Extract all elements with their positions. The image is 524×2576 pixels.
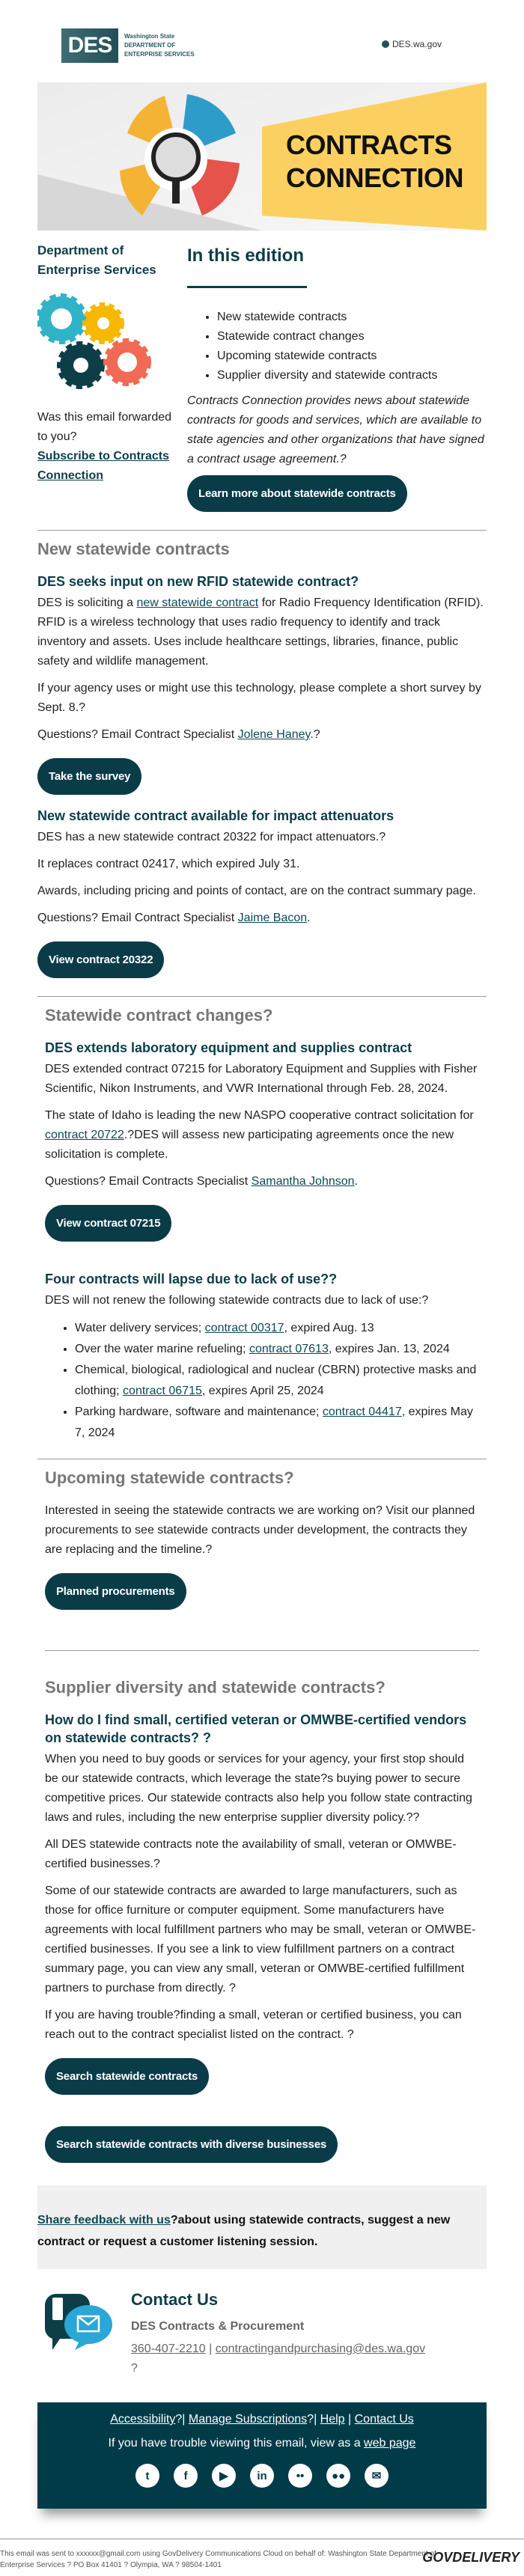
bottom-bar [0, 2539, 524, 2576]
article-title: Four contracts will lapse due to lack of use?? [45, 1272, 338, 1287]
paragraph [45, 1172, 479, 1191]
divider [37, 530, 487, 531]
globe-icon [382, 40, 389, 48]
list-item [75, 1402, 479, 1444]
text: Chemical, biological, radiological and nuclear (CBRN) protective masks and clothing; [75, 1364, 477, 1397]
specialist-link[interactable]: Jaime Bacon [237, 912, 308, 924]
banner-title [286, 129, 463, 195]
list-item: • Supplier diversity and statewide contracts [217, 366, 487, 385]
new-contract-link[interactable]: new statewide contract [136, 596, 259, 609]
logo-mark: DES [61, 28, 118, 63]
contract-link[interactable]: contract 06715 [123, 1385, 202, 1397]
take-survey-button[interactable]: Take the survey [37, 758, 141, 795]
text: The state of Idaho is leading the new NASPO cooperative contract solicitation for [45, 1109, 474, 1122]
trailing-text: ? [131, 2362, 138, 2375]
list-item [75, 1318, 479, 1339]
separator: | [205, 2342, 216, 2355]
list-item [75, 1339, 479, 1360]
contract-link[interactable]: contract 00317 [204, 1322, 284, 1334]
text: Questions? Email Contracts Specialist [45, 1175, 252, 1188]
text: . [354, 1175, 358, 1188]
paragraph: DES has a new statewide contract 20322 for impact attenuators.? [37, 831, 386, 843]
divider [37, 996, 487, 997]
article-title: DES extends laboratory equipment and supplies contract [45, 1040, 412, 1055]
text: , expires May 7, 2024 [75, 1405, 473, 1439]
learn-more-button[interactable]: Learn more about statewide contracts [187, 475, 407, 512]
text: DES is soliciting a [37, 596, 137, 609]
banner [37, 82, 487, 231]
list-item [75, 1360, 479, 1402]
text: .? [310, 728, 320, 741]
paragraph: It replaces contract 02417, which expired July 31. [37, 858, 300, 870]
paragraph [37, 725, 487, 745]
contact-line [131, 2340, 425, 2359]
article-title: New statewide contract available for impact attenuators [37, 808, 394, 823]
list-item: • New statewide contracts [217, 308, 487, 327]
linkedin-icon[interactable]: in [250, 2464, 274, 2488]
paragraph: Some of our statewide contracts are awarded to large manufacturers, such as those for office furniture or computer equipment. Some manufacturers have agreements with local fulfillment partners who may be small, veteran or OMWBE-certified businesses. If you see a link to view fulfillment partners on a contract summary page, you can view any small, veteran or OMWBE-certified fulfillment partners to purchase from directly. ? [45, 1884, 476, 1994]
site-link-label: DES.wa.gov [392, 39, 442, 49]
text: .?DES will assess new participating agreements once the new solicitation is complete. [45, 1129, 454, 1161]
text: Over the water marine refueling; [75, 1343, 249, 1355]
forward-text: Was this email forwarded to you? [37, 411, 172, 443]
social-links [37, 2464, 487, 2488]
section-upcoming [37, 1468, 487, 2166]
paragraph: Awards, including pricing and points of contact, are on the contract summary page. [37, 885, 476, 897]
divider [45, 1650, 479, 1651]
gears-icon [37, 290, 157, 395]
banner-title-line: CONNECTION [286, 162, 463, 193]
divider [187, 286, 307, 288]
footer [37, 2402, 487, 2509]
paragraph [45, 1106, 479, 1165]
contact-heading: Contact Us [131, 2290, 219, 2309]
help-link[interactable]: Help [320, 2413, 345, 2426]
contact-us-link[interactable]: Contact Us [354, 2413, 414, 2426]
text: , expires April 25, 2024 [201, 1385, 324, 1397]
logo-line: ENTERPRISE SERVICES [124, 51, 195, 58]
separator: | [344, 2413, 355, 2426]
text: Questions? Email Contract Specialist [37, 728, 238, 741]
paragraph: DES extended contract 07215 for Laboratory Equipment and Supplies with Fisher Scientific, Nikon Instruments, and VWR International through Feb. 28, 2024. [45, 1063, 478, 1095]
specialist-link[interactable]: Samantha Johnson [251, 1175, 355, 1188]
medium-icon[interactable]: ●● [326, 2464, 350, 2488]
article-title: DES seeks input on new RFID statewide contract? [37, 574, 359, 589]
flickr-icon[interactable]: •• [288, 2464, 312, 2488]
section-new-contracts [37, 540, 487, 981]
section-heading: Supplier diversity and statewide contracts? [45, 1678, 386, 1697]
contact-icon [37, 2290, 131, 2402]
section-heading: Statewide contract changes? [45, 1006, 273, 1025]
banner-title-line: CONTRACTS [286, 129, 452, 160]
view-contract-20322-button[interactable]: View contract 20322 [37, 941, 164, 978]
govdelivery-icon[interactable]: ✉ [365, 2464, 389, 2488]
paragraph: When you need to buy goods or services for your agency, your first stop should be our statewide contracts, which leverage the state?s buying power to secure competitive prices. Our statewide contracts also help you follow state contracting laws and rules, including the new enterprise supplier diversity policy.?? [45, 1753, 472, 1824]
trouble-text: If you have trouble viewing this email, view as a [108, 2437, 365, 2450]
list-item: • Upcoming statewide contracts [217, 347, 487, 366]
text: . [307, 912, 311, 924]
text: Parking hardware, software and maintenance; [75, 1405, 323, 1418]
edition-intro: Contracts Connection provides news about statewide contracts for goods and services, which are available to state agencies and other organizations that have signed a contract usage agreement.? [187, 394, 484, 466]
feedback-box [37, 2185, 487, 2269]
separator: ?| [307, 2413, 320, 2426]
contact-org: DES Contracts & Procurement [131, 2320, 305, 2333]
text: , expired Aug. 13 [284, 1322, 374, 1334]
search-contracts-button[interactable]: Search statewide contracts [45, 2058, 209, 2095]
phone-link[interactable]: 360-407-2210 [131, 2342, 206, 2355]
logo-line: Washington State [124, 33, 175, 40]
logo-line: DEPARTMENT OF [124, 42, 176, 49]
paragraph: DES will not renew the following statewide contracts due to lack of use:? [45, 1294, 429, 1307]
facebook-icon[interactable]: f [174, 2464, 198, 2488]
section-heading: Upcoming statewide contracts? [45, 1468, 294, 1487]
article-title: How do I find small, certified veteran or OMWBE-certified vendors on statewide contracts? ? [45, 1712, 467, 1745]
email-link[interactable]: contractingandpurchasing@des.wa.gov [215, 2342, 426, 2355]
text: Water delivery services; [75, 1322, 205, 1334]
text: Questions? Email Contract Specialist [37, 912, 238, 924]
magnifier-illustration [97, 88, 262, 223]
govdelivery-logo[interactable]: GOVDELIVERY [422, 2550, 520, 2565]
des-logo[interactable] [61, 28, 195, 63]
accessibility-link[interactable]: Accessibility [110, 2413, 176, 2426]
specialist-link[interactable]: Jolene Haney [237, 728, 311, 741]
paragraph: If you are having trouble?finding a small, veteran or certified business, you can reach out to the contract specialist listed on the contract. ? [45, 2009, 462, 2041]
text: , expires Jan. 13, 2024 [328, 1343, 450, 1355]
section-heading: New statewide contracts [37, 540, 230, 558]
contact-section [37, 2290, 487, 2402]
section-contract-changes [37, 1006, 487, 1444]
twitter-icon[interactable]: t [135, 2464, 159, 2488]
planned-procurements-button[interactable]: Planned procurements [45, 1573, 186, 1610]
youtube-icon[interactable]: ▶ [212, 2464, 236, 2488]
contract-link[interactable]: contract 04417 [322, 1405, 402, 1418]
dept-name: Department of Enterprise Services [37, 243, 156, 277]
paragraph [37, 909, 487, 928]
share-feedback-link[interactable]: Share feedback with us [37, 2214, 171, 2226]
search-diverse-button[interactable]: Search statewide contracts with diverse businesses [45, 2126, 338, 2163]
separator: ?| [175, 2413, 189, 2426]
lapse-list [45, 1318, 479, 1444]
subscribe-link[interactable]: Subscribe to Contracts Connection [37, 450, 170, 482]
contract-link[interactable]: contract 07613 [249, 1343, 329, 1355]
web-page-link[interactable]: web page [364, 2437, 416, 2450]
list-item: • Statewide contract changes [217, 327, 487, 347]
edition-heading: In this edition [187, 245, 304, 266]
edition-list [187, 308, 487, 385]
paragraph: Interested in seeing the statewide contracts we are working on? Visit our planned procurements to see statewide contracts under development, the contracts they are replacing and the timeline.? [45, 1504, 475, 1556]
paragraph: All DES statewide contracts note the availability of small, veteran or OMWBE-certified businesses.? [45, 1838, 457, 1870]
paragraph [37, 593, 487, 671]
contract-link[interactable]: contract 20722 [45, 1129, 124, 1141]
sent-notice: This email was sent to xxxxxx@gmail.com using GovDelivery Communications Cloud on behalf of: Washington State Department of Enterprise Services ? PO Box 41401 ? Olympia, WA ? 98504-1401 [0, 2550, 436, 2569]
view-contract-07215-button[interactable]: View contract 07215 [45, 1205, 171, 1242]
paragraph: If your agency uses or might use this technology, please complete a short survey by Sept. 8.? [37, 682, 481, 714]
site-link[interactable] [382, 39, 442, 49]
text: for Radio Frequency Identification (RFID). RFID is a wireless technology that uses radio frequency to identify and track inventory and assets. Uses include healthcare settings, libraries, finance, public safety and wildlife management. [37, 596, 484, 668]
manage-subscriptions-link[interactable]: Manage Subscriptions [188, 2413, 308, 2426]
email-header [37, 0, 487, 82]
feedback-text: ?about using statewide contracts, suggest a new contract or request a customer listening session. [37, 2214, 451, 2248]
